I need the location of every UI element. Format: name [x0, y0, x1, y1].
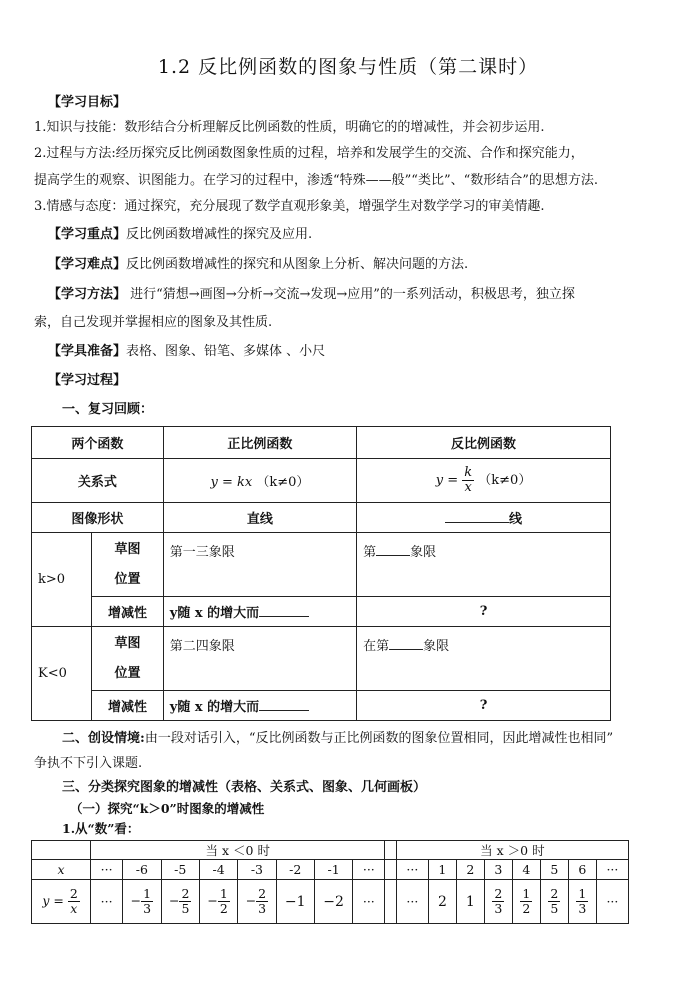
y-neg-2-denominator: 5 — [181, 901, 190, 916]
pos-direct-mono-cell — [163, 597, 356, 627]
y-neg-3-denominator: 2 — [219, 901, 228, 916]
objective-2a: 2.过程与方法:经历探究反比例函数图象性质的过程，培养和发展学生的交流、合作和探究能力， — [34, 146, 584, 161]
pos-inverse-quad-pre: 第 — [363, 545, 377, 560]
y-pos-3-denominator: 3 — [494, 901, 503, 916]
pos-inverse-mono: ? — [357, 597, 611, 627]
objective-1: 1.知识与技能：数形结合分析理解反比例函数的性质，明确它的的增减性，并会初步运用. — [34, 120, 545, 135]
key-point-label: 【学习重点】 — [48, 227, 127, 242]
y-pos-5-fraction — [548, 887, 560, 916]
y-neg-2-numerator: 2 — [181, 886, 190, 901]
direct-shape: 直线 — [163, 503, 356, 533]
x-label: x — [32, 860, 91, 880]
value-table — [31, 840, 629, 924]
sketch-label-a-neg: 草图 — [114, 635, 141, 651]
x-neg-5: -2 — [276, 860, 314, 880]
page-title: 1.2 反比例函数的图象与性质（第二课时） — [157, 56, 539, 78]
y-neg-4 — [238, 880, 276, 924]
y-denominator: x — [70, 901, 78, 916]
y-ellipsis-left: ··· — [91, 880, 123, 924]
y-pos-3-fraction — [492, 887, 504, 916]
x-pos-5: 5 — [540, 860, 568, 880]
inverse-shape-cell — [357, 503, 611, 533]
inverse-formula-cell — [357, 459, 611, 503]
x-pos-1: 1 — [428, 860, 456, 880]
y-pos-4-denominator: 2 — [522, 901, 531, 916]
y-pos-5-numerator: 2 — [550, 886, 559, 901]
y-pos-5-denominator: 5 — [550, 901, 559, 916]
k-negative-label: K<0 — [32, 627, 92, 721]
inverse-condition: （k≠0） — [478, 473, 532, 488]
y-neg-5 — [276, 880, 314, 924]
y-neg-2-fraction — [179, 887, 191, 916]
tools — [48, 343, 688, 361]
y-neg-4-fraction — [256, 887, 268, 916]
x-ellipsis-right: ··· — [596, 860, 628, 880]
y-neg-1-numerator: 1 — [143, 886, 152, 901]
y-neg-3-numerator: 1 — [219, 886, 228, 901]
method-text-a: 进行“猜想→画图→分析→交流→发现→应用”的一系列活动，积极思考，独立探 — [130, 287, 575, 302]
y-neg-1-denominator: 3 — [143, 901, 152, 916]
gap-cell-x — [385, 860, 396, 880]
gap-cell-y — [385, 880, 396, 924]
corner-cell — [32, 841, 91, 860]
th-two-functions: 两个函数 — [32, 427, 164, 459]
x-pos-3: 3 — [484, 860, 512, 880]
neg-direct-quadrant: 第二四象限 — [163, 627, 356, 691]
y-neg-2-sign: − — [169, 893, 180, 908]
sketch-label-b-neg: 位置 — [114, 665, 141, 681]
y-pos-5 — [540, 880, 568, 924]
y-pos-3-numerator: 2 — [494, 886, 503, 901]
pos-direct-quadrant: 第一三象限 — [163, 533, 356, 597]
y-pos-6 — [568, 880, 596, 924]
monotonic-label-neg: 增减性 — [92, 691, 163, 721]
y-pos-1 — [428, 880, 456, 924]
objective-2b: 提高学生的观察、识图能力。在学习的过程中，渗透“特殊——般”“类比”、“数形结合”的思想方法. — [34, 173, 599, 188]
method — [48, 286, 688, 304]
x-ellipsis-mid-left: ··· — [353, 860, 385, 880]
neg-direct-mono-text: y随 x 的增大而 — [169, 700, 260, 715]
scene — [62, 730, 696, 748]
y-neg-3-sign: − — [207, 893, 218, 908]
y-pos-6-denominator: 3 — [578, 901, 587, 916]
x-neg-3: -4 — [199, 860, 237, 880]
y-pos-3 — [484, 880, 512, 924]
k-positive-label: k>0 — [32, 533, 92, 627]
y-neg-1 — [123, 880, 161, 924]
direct-condition: （k≠0） — [256, 475, 310, 490]
gap-cell-1 — [385, 841, 396, 860]
difficulty-text: 反比例函数增减性的探究和从图象上分析、解决问题的方法. — [126, 257, 469, 272]
y-pos-4 — [512, 880, 540, 924]
difficulty — [48, 256, 688, 274]
y-neg-6-value: −2 — [323, 893, 344, 910]
scene-label: 二、创设情境: — [62, 731, 145, 746]
method-text-b: 索，自己发现并掌握相应的图象及其性质. — [34, 315, 273, 330]
monotonic-label-pos: 增减性 — [92, 597, 163, 627]
y-neg-3-fraction — [218, 887, 230, 916]
x-neg-4: -3 — [238, 860, 276, 880]
neg-inverse-mono: ? — [357, 691, 611, 721]
method-label: 【学习方法】 — [48, 287, 127, 302]
inverse-numerator: k — [464, 465, 473, 480]
y-neg-6 — [314, 880, 352, 924]
th-direct: 正比例函数 — [163, 427, 356, 459]
y-neg-2 — [161, 880, 199, 924]
neg-inverse-quad-pre: 在第 — [363, 639, 390, 654]
x-neg-6: -1 — [314, 860, 352, 880]
inverse-formula-y: y = — [435, 473, 459, 488]
th-inverse: 反比例函数 — [357, 427, 611, 459]
pos-header: 当 x ＞0 时 — [396, 841, 628, 860]
neg-direct-mono-cell — [163, 691, 356, 721]
pos-inverse-quad-blank[interactable] — [376, 555, 410, 556]
neg-inverse-quad-blank[interactable] — [389, 649, 423, 650]
objectives-heading: 【学习目标】 — [48, 95, 127, 110]
row-relation-label: 关系式 — [32, 459, 164, 503]
neg-direct-mono-blank[interactable] — [259, 710, 309, 711]
tools-text: 表格、图象、铅笔、多媒体 、小尺 — [126, 344, 326, 359]
objective-3: 3.情感与态度：通过探究，充分展现了数学直观形象美，增强学生对数学学习的审美情趣. — [34, 199, 545, 214]
direct-formula-cell — [163, 459, 356, 503]
explore-heading: 三、分类探究图象的增减性（表格、关系式、图象、几何画板） — [62, 780, 427, 795]
y-pos-2 — [456, 880, 484, 924]
neg-inverse-quad-post: 象限 — [423, 639, 450, 654]
y-ellipsis-mid-right: ··· — [396, 880, 428, 924]
x-ellipsis-mid-right: ··· — [396, 860, 428, 880]
pos-direct-mono-blank[interactable] — [259, 616, 309, 617]
row-shape-label: 图像形状 — [32, 503, 164, 533]
explore-sub1-1: 1.从“数”看： — [62, 821, 140, 836]
y-fraction — [68, 887, 80, 916]
inverse-fraction — [462, 466, 474, 495]
x-ellipsis-left: ··· — [91, 860, 123, 880]
process-heading: 【学习过程】 — [48, 373, 127, 388]
y-ellipsis-right: ··· — [596, 880, 628, 924]
pos-inverse-quad-post: 象限 — [410, 545, 437, 560]
y-neg-4-numerator: 2 — [258, 886, 267, 901]
x-pos-4: 4 — [512, 860, 540, 880]
tools-label: 【学具准备】 — [48, 344, 127, 359]
y-numerator: 2 — [69, 886, 78, 901]
x-row — [32, 860, 629, 880]
sketch-label-pos — [92, 533, 163, 597]
x-pos-6: 6 — [568, 860, 596, 880]
y-label-cell — [32, 880, 91, 924]
review-heading: 一、复习回顾： — [62, 402, 154, 417]
key-point-text: 反比例函数增减性的探究及应用. — [126, 227, 313, 242]
scene-text-b: 争执不下引入课题. — [34, 756, 143, 771]
y-ellipsis-mid-left: ··· — [353, 880, 385, 924]
x-neg-2: -5 — [161, 860, 199, 880]
x-neg-1: -6 — [123, 860, 161, 880]
y-neg-1-sign: − — [130, 893, 142, 908]
scene-text-a: 由一段对话引入，“反比例函数与正比例函数的图象位置相同，因此增减性也相同” — [144, 731, 614, 746]
y-pos-6-numerator: 1 — [578, 886, 587, 901]
y-neg-1-fraction — [141, 887, 153, 916]
neg-header: 当 x ＜0 时 — [91, 841, 385, 860]
y-neg-4-sign: − — [245, 893, 257, 908]
direct-formula: y = kx — [210, 475, 253, 490]
y-pos-1-value: 2 — [437, 893, 447, 910]
difficulty-label: 【学习难点】 — [48, 257, 127, 272]
x-pos-2: 2 — [456, 860, 484, 880]
y-pos-4-numerator: 1 — [522, 886, 531, 901]
y-neg-4-denominator: 3 — [258, 901, 267, 916]
neg-inverse-quadrant-cell — [357, 627, 611, 691]
y-pos-4-fraction — [520, 887, 532, 916]
y-label: y = — [42, 893, 64, 908]
pos-direct-mono-text: y随 x 的增大而 — [169, 606, 260, 621]
y-neg-3 — [199, 880, 237, 924]
sketch-label-b: 位置 — [114, 571, 141, 587]
sketch-label-a: 草图 — [114, 541, 141, 557]
pos-inverse-quadrant-cell — [357, 533, 611, 597]
explore-sub1: （一）探究“k＞0”时图象的增减性 — [70, 801, 265, 816]
inverse-denominator: x — [464, 480, 472, 495]
y-neg-5-value: −1 — [284, 893, 306, 910]
y-pos-6-fraction — [576, 887, 588, 916]
y-row — [32, 880, 629, 924]
inverse-shape-suffix: 线 — [509, 512, 523, 527]
review-table — [31, 426, 611, 721]
key-point — [48, 226, 688, 244]
inverse-shape-blank[interactable] — [445, 522, 509, 523]
sketch-label-neg — [92, 627, 163, 691]
y-pos-2-value: 1 — [465, 893, 475, 910]
